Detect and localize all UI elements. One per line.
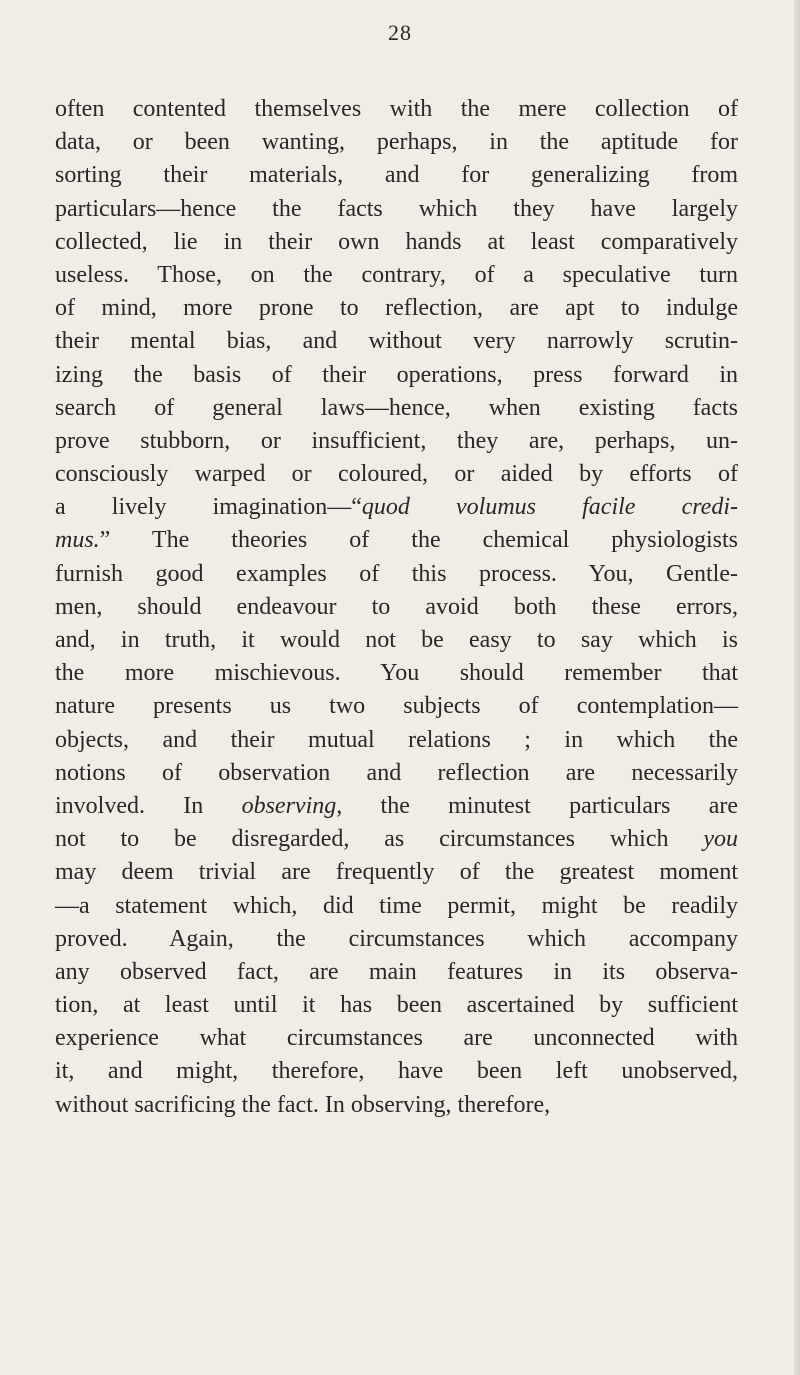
text-segment: consciously warped or coloured, or aided by efforts of <box>55 461 738 488</box>
text-segment: notions of observation and reflection are necessarily <box>55 759 738 786</box>
page-number: 28 <box>388 20 412 45</box>
italic-text: you <box>703 826 738 853</box>
page-edge-shadow <box>794 0 800 1375</box>
text-line <box>55 458 738 491</box>
text-segment: ” The theories of the chemical physiologists <box>99 527 738 554</box>
text-segment: —a statement which, did time permit, might be readily <box>55 892 738 919</box>
text-segment: , the minutest particulars are <box>336 792 738 819</box>
text-line <box>55 93 738 126</box>
text-line <box>55 259 738 292</box>
text-line <box>55 226 738 259</box>
italic-text: observing <box>241 792 337 819</box>
text-line <box>55 1089 738 1122</box>
text-line <box>55 757 738 790</box>
text-line <box>55 292 738 325</box>
text-segment: tion, at least until it has been ascertained by sufficient <box>55 992 738 1019</box>
text-line <box>55 890 738 923</box>
text-segment: any observed fact, are main features in its observa- <box>55 958 738 985</box>
text-line <box>55 425 738 458</box>
text-segment: izing the basis of their operations, press forward in <box>55 361 738 388</box>
text-line <box>55 856 738 889</box>
text-line <box>55 524 738 557</box>
text-line <box>55 392 738 425</box>
text-segment: furnish good examples of this process. You, Gentle- <box>55 560 738 587</box>
text-segment: experience what circumstances are unconnected with <box>55 1025 738 1052</box>
text-line <box>55 956 738 989</box>
text-segment: useless. Those, on the contrary, of a speculative turn <box>55 261 738 288</box>
text-segment: proved. Again, the circumstances which accompany <box>55 925 738 952</box>
text-line <box>55 1022 738 1055</box>
text-segment: prove stubborn, or insufficient, they are, perhaps, un- <box>55 427 738 454</box>
text-segment: and, in truth, it would not be easy to say which is <box>55 627 738 653</box>
text-segment: may deem trivial are frequently of the greatest moment <box>55 859 738 886</box>
text-line <box>55 491 738 524</box>
text-segment: involved. In <box>55 792 242 819</box>
italic-text: quod volumus facile credi- <box>361 494 738 521</box>
text-segment: not to be disregarded, as circumstances which <box>55 826 704 853</box>
text-line <box>55 724 738 757</box>
text-segment: search of general laws—hence, when existing facts <box>55 394 738 421</box>
text-line <box>55 159 738 192</box>
text-line <box>55 823 738 856</box>
text-line <box>55 624 738 657</box>
text-segment: a lively imagination—“ <box>55 494 362 521</box>
text-line <box>55 325 738 358</box>
text-segment: sorting their materials, and for generalizing from <box>55 162 738 189</box>
text-segment: of mind, more prone to reflection, are apt to indulge <box>55 295 738 322</box>
text-line <box>55 193 738 226</box>
text-line <box>55 558 738 591</box>
text-segment: men, should endeavour to avoid both these errors, <box>55 593 738 620</box>
text-segment: without sacrificing the fact. In observing, therefore, <box>55 1091 551 1118</box>
text-segment: data, or been wanting, perhaps, in the aptitude for <box>55 129 738 156</box>
text-segment: often contented themselves with the mere collection of <box>55 96 738 122</box>
text-line <box>55 790 738 823</box>
text-segment: their mental bias, and without very narrowly scrutin- <box>55 328 738 355</box>
body-text <box>55 93 738 1122</box>
text-line <box>55 1055 738 1088</box>
text-line <box>55 923 738 956</box>
text-line <box>55 126 738 159</box>
text-segment: the more mischievous. You should remember that <box>55 660 738 687</box>
text-line <box>55 359 738 392</box>
text-segment: collected, lie in their own hands at least comparatively <box>55 228 738 255</box>
text-segment: it, and might, therefore, have been left unobserved, <box>55 1058 738 1085</box>
text-line <box>55 690 738 723</box>
text-segment: particulars—hence the facts which they have largely <box>55 195 738 222</box>
text-segment: nature presents us two subjects of contemplation— <box>55 693 738 720</box>
text-line <box>55 591 738 624</box>
italic-text: mus. <box>55 527 100 554</box>
text-segment: objects, and their mutual relations ; in which the <box>55 726 738 753</box>
text-line <box>55 989 738 1022</box>
text-line <box>55 657 738 690</box>
